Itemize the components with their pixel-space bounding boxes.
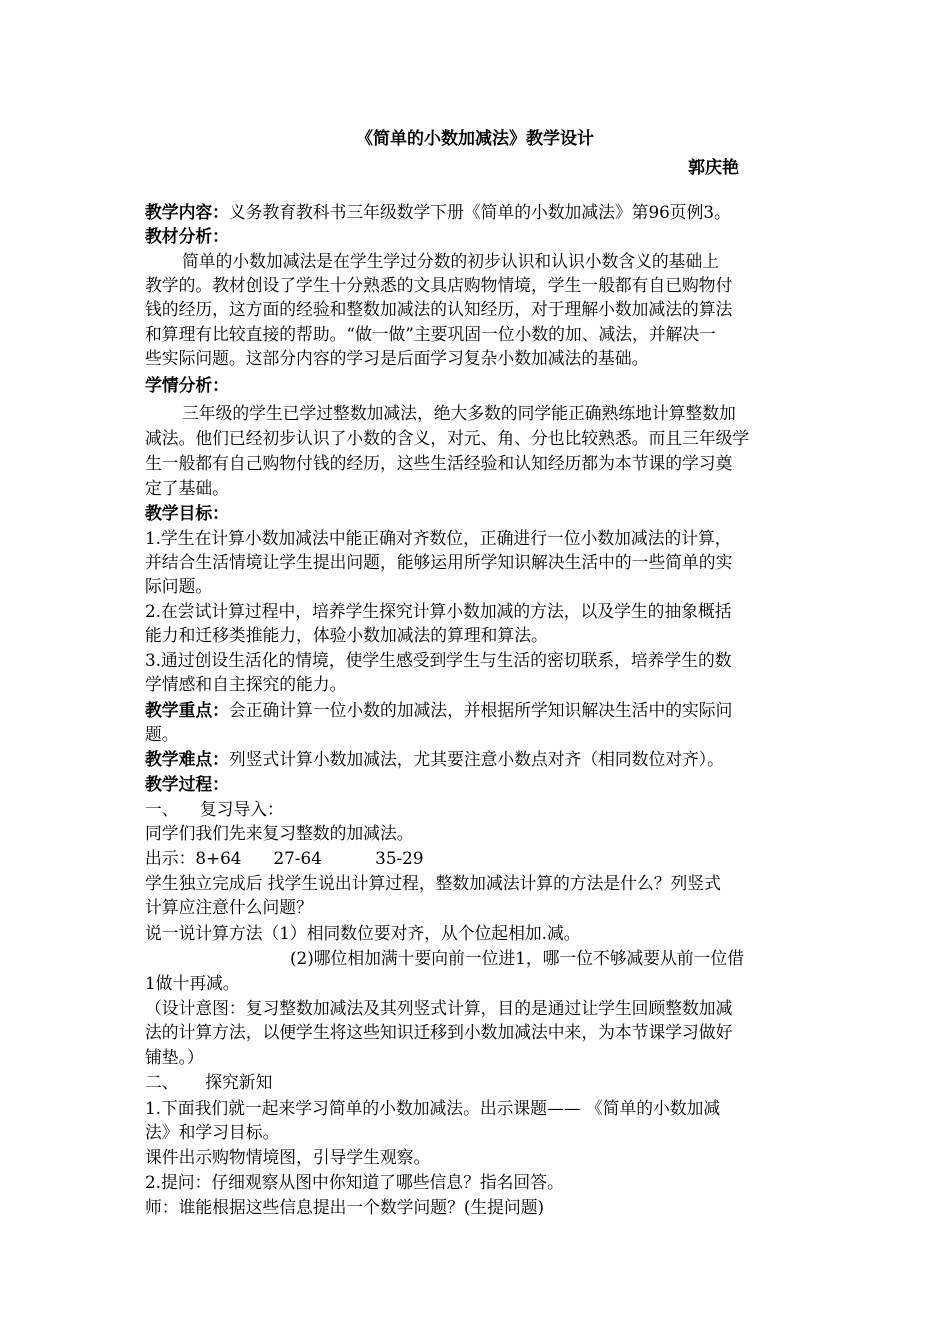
section-two-line: 师：谁能根据这些信息提出一个数学问题？(生提问题) <box>145 1197 545 1217</box>
key-text-cont: 题。 <box>145 724 179 744</box>
section-one-line: 法的计算方法，以便学生将这些知识迁移到小数加减法中来，为本节课学习做好 <box>145 1022 733 1042</box>
analysis-line: 教学的。教材创设了学生十分熟悉的文具店购物情境，学生一般都有自已购物付 <box>145 275 733 295</box>
section-two-heading: 二、 探究新知 <box>145 1072 273 1092</box>
section-one-line: 1做十再减。 <box>145 973 240 993</box>
section-two-line: 1.下面我们就一起来学习简单的小数加减法。出示课题—— 《简单的小数加减 <box>145 1098 721 1118</box>
goal-line: 1.学生在计算小数加减法中能正确对齐数位，正确进行一位小数加减法的计算， <box>145 528 732 548</box>
author-name: 郭庆艳 <box>688 158 739 178</box>
difficulty-label: 教学难点： <box>145 749 229 769</box>
analysis-line: 和算理有比较直接的帮助。“做一做”主要巩固一位小数的加、减法，并解决一 <box>145 324 716 344</box>
goal-line: 际问题。 <box>145 576 213 596</box>
page-title: 《简单的小数加减法》教学设计 <box>356 129 594 149</box>
section-two-line: 课件出示购物情境图，引导学生观察。 <box>145 1147 431 1167</box>
goal-line: 能力和迁移类推能力，体验小数加减法的算理和算法。 <box>145 625 548 645</box>
goal-line: 学情感和自主探究的能力。 <box>145 674 347 694</box>
analysis-line: 简单的小数加减法是在学生学过分数的初步认识和认识小数含义的基础上 <box>182 251 720 271</box>
section-one-line: （设计意图：复习整数加减法及其列竖式计算，目的是通过让学生回顾整数加减 <box>145 998 733 1018</box>
key-point <box>145 698 732 722</box>
difficulty-point <box>145 747 724 771</box>
goal-line: 2.在尝试计算过程中，培养学生探究计算小数加减的方法，以及学生的抽象概括 <box>145 601 732 621</box>
section-two-line: 2.提问：仔细观察从图中你知道了哪些信息？指名回答。 <box>145 1172 564 1192</box>
key-text: 会正确计算一位小数的加减法，并根据所学知识解决生活中的实际问 <box>228 700 733 720</box>
key-label: 教学重点： <box>145 700 229 720</box>
student-line: 定了基础。 <box>145 478 229 498</box>
analysis-heading: 教材分析： <box>145 226 229 246</box>
content-text: 义务教育教科书三年级数学下册《简单的小数加减法》第96页例3。 <box>228 202 731 222</box>
student-line: 生一般都有自己购物付钱的经历，这些生活经验和认知经历都为本节课的学习奠 <box>145 453 733 473</box>
process-heading: 教学过程： <box>145 774 229 794</box>
section-two-line: 法》和学习目标。 <box>145 1122 280 1142</box>
student-line: 三年级的学生已学过整数加减法，绝大多数的同学能正确熟练地计算整数加 <box>182 403 736 423</box>
section-one-line: 计算应注意什么问题？ <box>145 897 313 917</box>
goal-line: 3.通过创设生活化的情境，使学生感受到学生与生活的密切联系，培养学生的数 <box>145 650 732 670</box>
section-one-line: 说一说计算方法（1）相同数位要对齐，从个位起相加.减。 <box>145 923 581 943</box>
student-heading: 学情分析： <box>145 375 229 395</box>
section-one-heading: 一、 复习导入： <box>145 799 284 819</box>
analysis-line: 些实际问题。这部分内容的学习是后面学习复杂小数加减法的基础。 <box>145 348 649 368</box>
analysis-line: 钱的经历，这方面的经验和整数加减法的认知经历，对于理解小数加减法的算法 <box>145 299 733 319</box>
section-one-line: 出示：8+64 27-64 35-29 <box>145 848 424 868</box>
difficulty-text: 列竖式计算小数加减法，尤其要注意小数点对齐（相同数位对齐）。 <box>228 749 724 769</box>
section-one-line: 同学们我们先来复习整数的加减法。 <box>145 823 414 843</box>
student-line: 减法。他们已经初步认识了小数的含义，对元、角、分也比较熟悉。而且三年级学 <box>145 428 750 448</box>
goals-heading: 教学目标： <box>145 503 229 523</box>
content-label: 教学内容： <box>145 202 229 222</box>
section-one-line: 学生独立完成后 找学生说出计算过程，整数加减法计算的方法是什么？列竖式 <box>145 873 721 893</box>
goal-line: 并结合生活情境让学生提出问题，能够运用所学知识解决生活中的一些简单的实 <box>145 552 733 572</box>
section-one-line: 铺垫。） <box>145 1047 204 1067</box>
teaching-content <box>145 200 731 224</box>
section-one-line: (2)哪位相加满十要向前一位进1，哪一位不够减要从前一位借 <box>290 948 744 968</box>
